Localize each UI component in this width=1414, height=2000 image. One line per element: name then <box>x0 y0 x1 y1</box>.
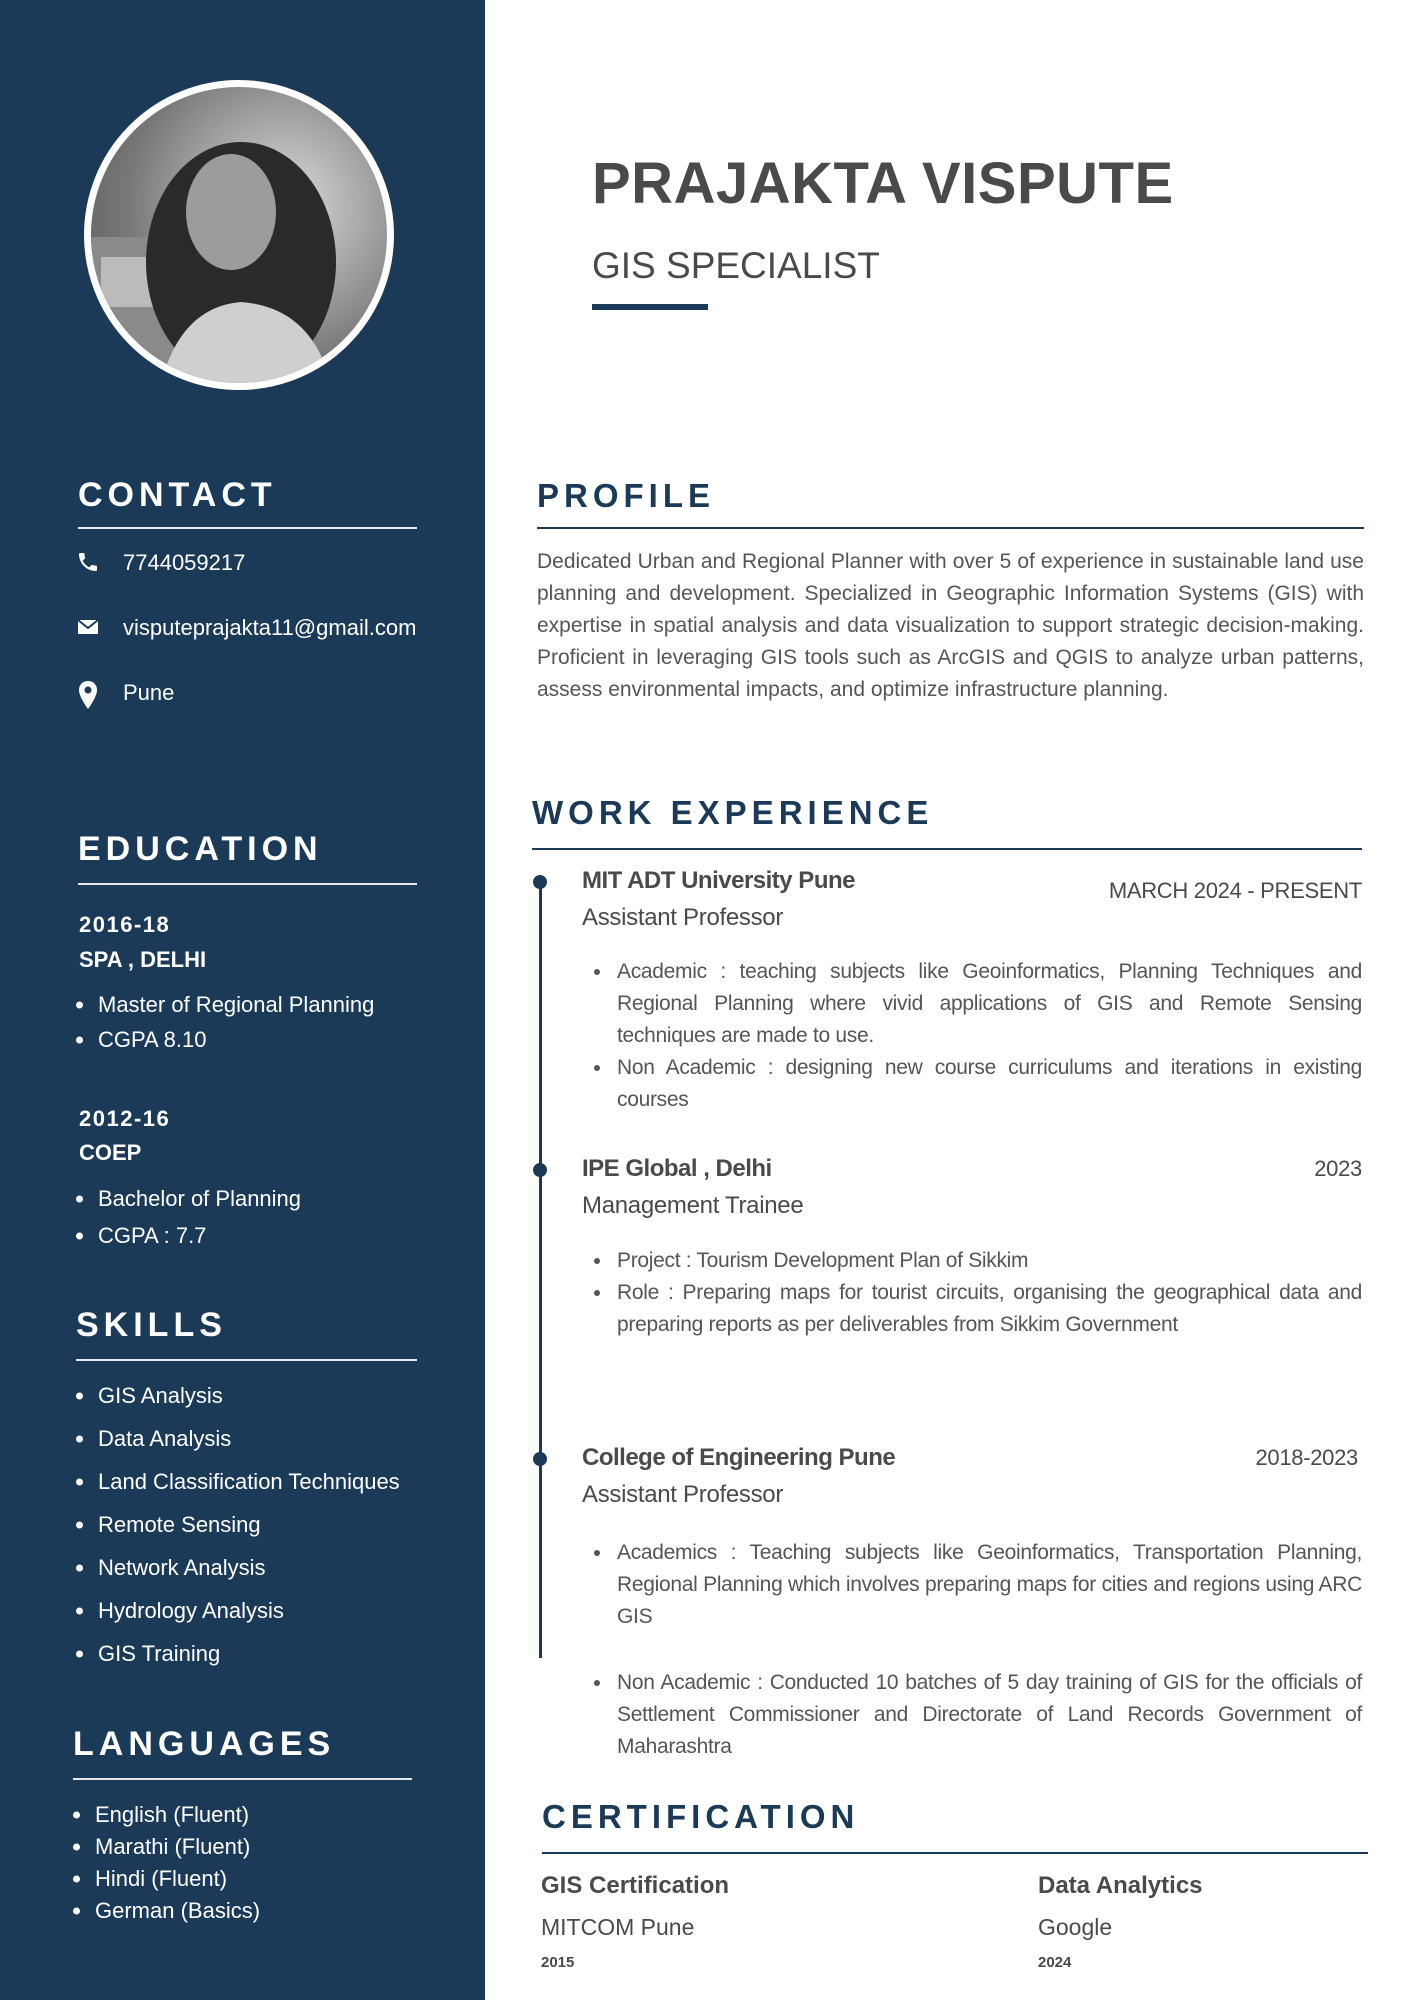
certification-title: GIS Certification <box>541 1872 730 1899</box>
bullet-item: Academic : teaching subjects like Geoinformatics, Planning Techniques and Regional Planning where vivid applications of GIS and Remote Sensing techniques are made to use. <box>594 956 1362 1052</box>
job-date: 2018-2023 <box>1255 1445 1358 1470</box>
bullet-item: Non Academic : Conducted 10 batches of 5 day training of GIS for the officials of Settlement Commissioner and Directorate of Land Records Government of Maharashtra <box>594 1667 1362 1763</box>
list-item: Bachelor of Planning <box>76 1180 301 1217</box>
skills-heading: SKILLS <box>76 1306 227 1344</box>
job-bullets <box>594 1537 1362 1633</box>
profile-heading: PROFILE <box>537 477 716 514</box>
education-years: 2016-18 <box>79 912 171 937</box>
job-role: Assistant Professor <box>582 904 784 931</box>
language-item: English (Fluent) <box>73 1799 260 1831</box>
list-item: CGPA : 7.7 <box>76 1217 301 1254</box>
bullet-item: Academics : Teaching subjects like Geoinformatics, Transportation Planning, Regional Planning which involves preparing maps for cities and regions using ARC GIS <box>594 1537 1362 1633</box>
email-address[interactable]: visputeprajakta11@gmail.com <box>123 615 417 640</box>
certification-org: Google <box>1038 1914 1113 1940</box>
skills-list <box>76 1374 400 1675</box>
skill-item: Data Analysis <box>76 1417 400 1460</box>
divider <box>73 1778 412 1780</box>
divider <box>76 1359 417 1361</box>
company-name: College of Engineering Pune <box>582 1444 896 1471</box>
education-details <box>76 987 374 1057</box>
timeline-dot <box>533 875 547 889</box>
divider <box>542 1852 1368 1854</box>
language-item: German (Basics) <box>73 1895 260 1927</box>
skill-item: Remote Sensing <box>76 1503 400 1546</box>
divider <box>78 883 417 885</box>
language-item: Hindi (Fluent) <box>73 1863 260 1895</box>
job-date: 2023 <box>1314 1156 1362 1181</box>
timeline <box>539 880 542 1658</box>
profile-text: Dedicated Urban and Regional Planner with over 5 of experience in sustainable land use planning and development. Specialized in Geographic Information Systems (GIS) with expertise in spatial analysis and data visualization to support strategic decision-making. Proficient in leveraging GIS tools such as ArcGIS and QGIS to analyze urban patterns, assess environmental impacts, and optimize infrastructure planning. <box>537 550 1364 701</box>
divider <box>78 527 417 529</box>
education-school: SPA , DELHI <box>79 947 207 972</box>
certification-title: Data Analytics <box>1038 1872 1203 1899</box>
certification-year: 2024 <box>1038 1954 1072 1971</box>
job-role: Management Trainee <box>582 1192 804 1219</box>
certification-org: MITCOM Pune <box>541 1914 695 1940</box>
education-years: 2012-16 <box>79 1106 171 1131</box>
skill-item: GIS Analysis <box>76 1374 400 1417</box>
languages-heading: LANGUAGES <box>73 1725 336 1763</box>
company-name: MIT ADT University Pune <box>582 867 855 894</box>
work-experience-heading: WORK EXPERIENCE <box>532 794 934 831</box>
phone-icon <box>76 550 100 574</box>
language-item: Marathi (Fluent) <box>73 1831 260 1863</box>
job-role: Assistant Professor <box>582 1481 784 1508</box>
education-details <box>76 1180 301 1254</box>
bullet-item: Role : Preparing maps for tourist circuits, organising the geographical data and preparing reports as per deliverables from Sikkim Government <box>594 1277 1362 1341</box>
divider <box>537 527 1364 529</box>
education-school: COEP <box>79 1140 142 1165</box>
languages-list <box>73 1799 260 1927</box>
sidebar <box>0 0 485 2000</box>
skill-item: Network Analysis <box>76 1546 400 1589</box>
email-icon <box>76 615 100 639</box>
bullet-item: Project : Tourism Development Plan of Sikkim <box>594 1245 1362 1277</box>
timeline-dot <box>533 1452 547 1466</box>
title-accent-bar <box>592 304 708 310</box>
skill-item: GIS Training <box>76 1632 400 1675</box>
job-bullets <box>594 1245 1362 1341</box>
bullet-item: Non Academic : designing new course curriculums and iterations in existing courses <box>594 1052 1362 1116</box>
location-pin-icon <box>76 680 100 710</box>
skill-item: Land Classification Techniques <box>76 1460 400 1503</box>
skill-item: Hydrology Analysis <box>76 1589 400 1632</box>
phone-number[interactable]: 7744059217 <box>123 550 246 575</box>
contact-heading: CONTACT <box>78 476 277 514</box>
certification-heading: CERTIFICATION <box>542 1798 860 1835</box>
certification-year: 2015 <box>541 1954 575 1971</box>
divider <box>532 848 1362 850</box>
company-name: IPE Global , Delhi <box>582 1155 772 1182</box>
timeline-dot <box>533 1163 547 1177</box>
job-bullets <box>594 956 1362 1116</box>
job-date: MARCH 2024 - PRESENT <box>1108 878 1362 903</box>
list-item: CGPA 8.10 <box>76 1022 374 1057</box>
job-bullets <box>594 1667 1362 1763</box>
profile-photo <box>84 80 394 390</box>
job-title: GIS SPECIALIST <box>592 245 880 286</box>
candidate-name: PRAJAKTA VISPUTE <box>592 151 1174 216</box>
education-heading: EDUCATION <box>78 830 323 868</box>
list-item: Master of Regional Planning <box>76 987 374 1022</box>
location: Pune <box>123 680 175 705</box>
